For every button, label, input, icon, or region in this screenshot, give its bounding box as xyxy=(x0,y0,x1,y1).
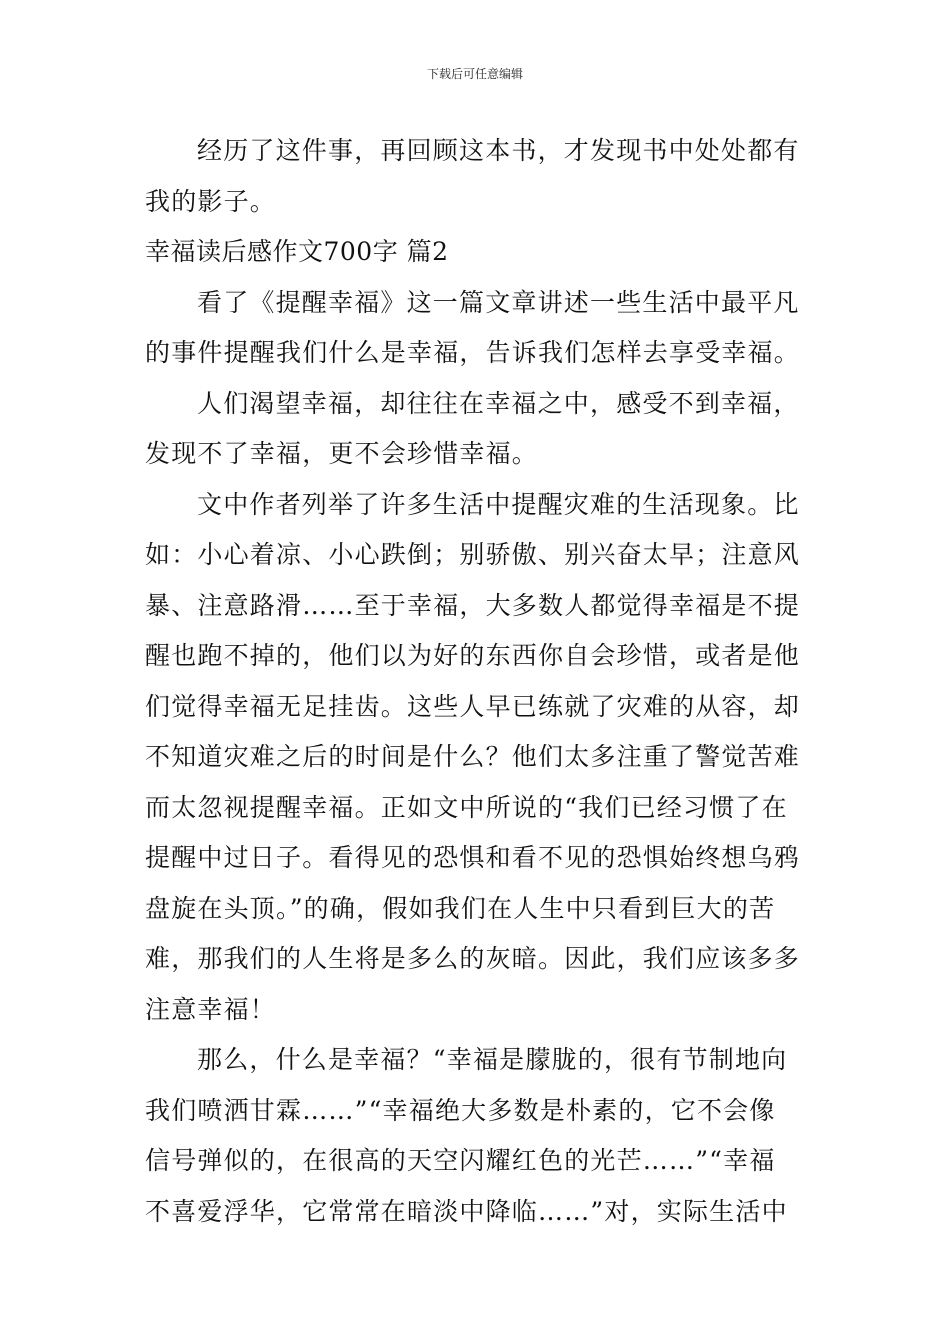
text-line: 如：小心着凉、小心跌倒；别骄傲、别兴奋太早；注意风 xyxy=(145,540,801,569)
text-line: 不喜爱浮华，它常常在暗淡中降临……”对，实际生活中 xyxy=(145,1196,788,1226)
text-line: 经历了这件事，再回顾这本书，才发现书中处处都有 xyxy=(197,136,800,165)
text-line: 信号弹似的，在很高的天空闪耀红色的光芒……”“幸福 xyxy=(145,1146,776,1175)
text-line: 的事件提醒我们什么是幸福，告诉我们怎样去享受幸福。 xyxy=(145,338,801,367)
heading-text: 幸福读后感作文700字 篇2 xyxy=(145,237,449,266)
paragraph-1 xyxy=(145,126,807,227)
text-line: 暴、注意路滑……至于幸福，大多数人都觉得幸福是不提 xyxy=(145,590,801,620)
text-line: 人们渴望幸福，却往往在幸福之中，感受不到幸福， xyxy=(197,388,800,418)
paragraph-4 xyxy=(145,480,807,1036)
header-text: 下载后可任意编辑 xyxy=(426,67,523,81)
section-heading xyxy=(145,227,807,278)
document-body xyxy=(145,126,807,1237)
paragraph-5 xyxy=(145,1035,807,1237)
text-line: 文中作者列举了许多生活中提醒灾难的生活现象。比 xyxy=(197,489,800,519)
text-line: 提醒中过日子。看得见的恐惧和看不见的恐惧始终想乌鸦 xyxy=(145,843,801,872)
text-line: 不知道灾难之后的时间是什么？他们太多注重了警觉苦难 xyxy=(145,742,801,771)
text-line: 发现不了幸福，更不会珍惜幸福。 xyxy=(145,439,539,468)
text-line: 注意幸福！ xyxy=(145,994,277,1024)
text-line: 们觉得幸福无足挂齿。这些人早已练就了灾难的从容，却 xyxy=(145,691,801,721)
text-line: 我的影子。 xyxy=(145,186,277,216)
text-line: 而太忽视提醒幸福。正如文中所说的“我们已经习惯了在 xyxy=(145,792,788,822)
paragraph-2 xyxy=(145,278,807,379)
text-line: 看了《提醒幸福》这一篇文章讲述一些生活中最平凡 xyxy=(197,287,800,317)
text-line: 醒也跑不掉的，他们以为好的东西你自会珍惜，或者是他 xyxy=(145,641,801,670)
paragraph-3 xyxy=(145,379,807,480)
text-line: 那么，什么是幸福？“幸福是朦胧的，很有节制地向 xyxy=(197,1045,788,1074)
text-line: 我们喷洒甘霖……”“幸福绝大多数是朴素的，它不会像 xyxy=(145,1095,776,1125)
text-line: 难，那我们的人生将是多么的灰暗。因此，我们应该多多 xyxy=(145,944,801,973)
text-line: 盘旋在头顶。”的确，假如我们在人生中只看到巨大的苦 xyxy=(145,893,776,923)
page-header xyxy=(0,66,950,82)
